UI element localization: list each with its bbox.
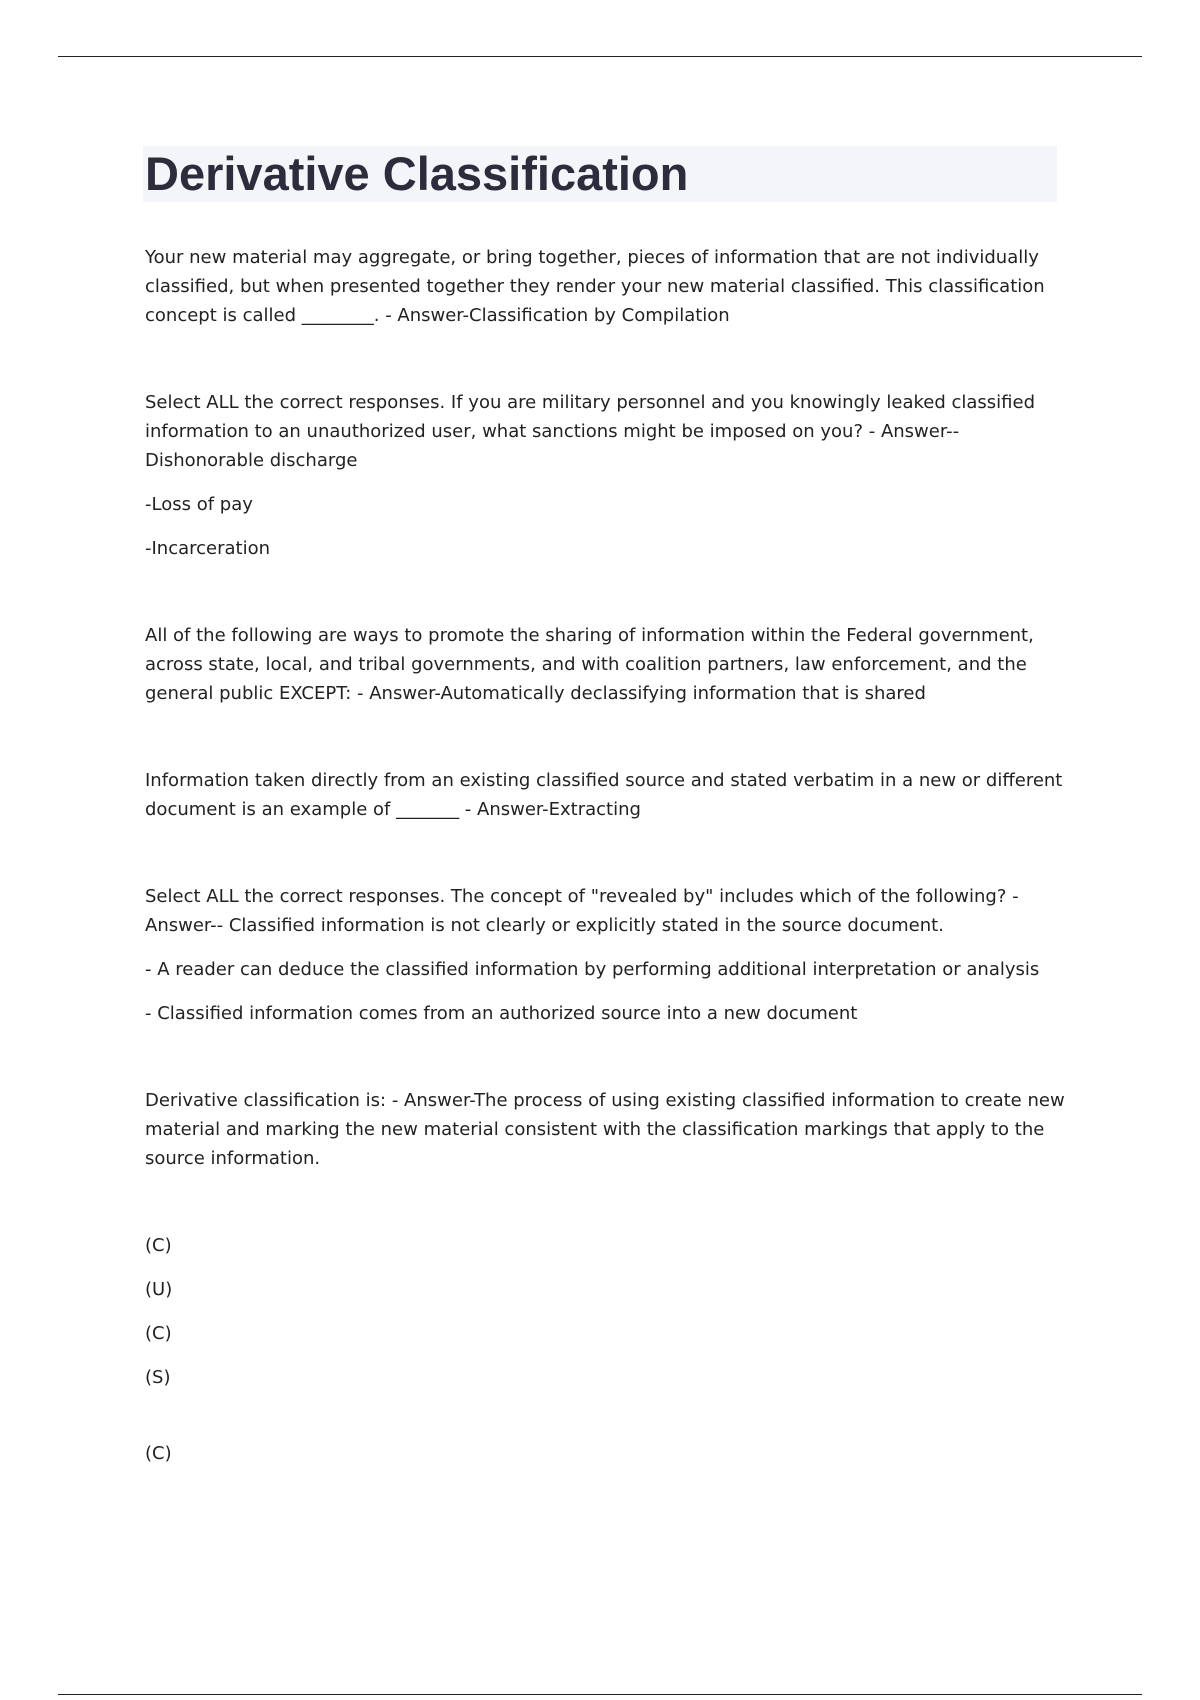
qa-item bbox=[145, 766, 1065, 824]
qa-answer-option: -Incarceration bbox=[145, 538, 271, 559]
classification-marking: (C) bbox=[145, 1235, 172, 1256]
classification-marking: (S) bbox=[145, 1367, 171, 1388]
classification-marking: (C) bbox=[145, 1443, 172, 1464]
qa-question-answer: Your new material may aggregate, or bring together, pieces of information that are not individually classified, but when presented together they render your new material classified. This classification concept is called ________. - Answer-Classification by Compilation bbox=[145, 247, 1045, 326]
qa-item bbox=[145, 1086, 1065, 1173]
qa-item bbox=[145, 621, 1065, 708]
header-rule bbox=[58, 56, 1142, 57]
document-body bbox=[145, 243, 1065, 1483]
qa-item bbox=[145, 882, 1065, 1028]
qa-question-answer: Information taken directly from an existing classified source and stated verbatim in a new or different document is an example of _______ - Answer-Extracting bbox=[145, 770, 1063, 820]
classification-markings bbox=[145, 1231, 1065, 1468]
qa-question-answer: Select ALL the correct responses. The concept of "revealed by" includes which of the following? - Answer-- Classified information is not clearly or explicitly stated in the source document. bbox=[145, 886, 1019, 936]
qa-question-answer: All of the following are ways to promote the sharing of information within the Federal government, across state, local, and tribal governments, and with coalition partners, law enforcement, and the general public EXCEPT: - Answer-Automatically declassifying information that is shared bbox=[145, 625, 1034, 704]
title-banner bbox=[143, 146, 1057, 202]
qa-answer-option: - Classified information comes from an authorized source into a new document bbox=[145, 1003, 858, 1024]
classification-marking: (U) bbox=[145, 1279, 173, 1300]
classification-marking: (C) bbox=[145, 1323, 172, 1344]
qa-question-answer: Derivative classification is: - Answer-The process of using existing classified information to create new material and marking the new material consistent with the classification markings that apply to the source information. bbox=[145, 1090, 1065, 1169]
footer-rule bbox=[58, 1694, 1142, 1695]
qa-item bbox=[145, 388, 1065, 563]
qa-answer-option: - A reader can deduce the classified information by performing additional interpretation or analysis bbox=[145, 959, 1040, 980]
qa-question-answer: Select ALL the correct responses. If you are military personnel and you knowingly leaked classified information to an unauthorized user, what sanctions might be imposed on you? - Answer-- Dishonorable discharge bbox=[145, 392, 1036, 471]
qa-answer-option: -Loss of pay bbox=[145, 494, 253, 515]
page-title: Derivative Classification bbox=[145, 147, 689, 200]
qa-item bbox=[145, 243, 1065, 330]
